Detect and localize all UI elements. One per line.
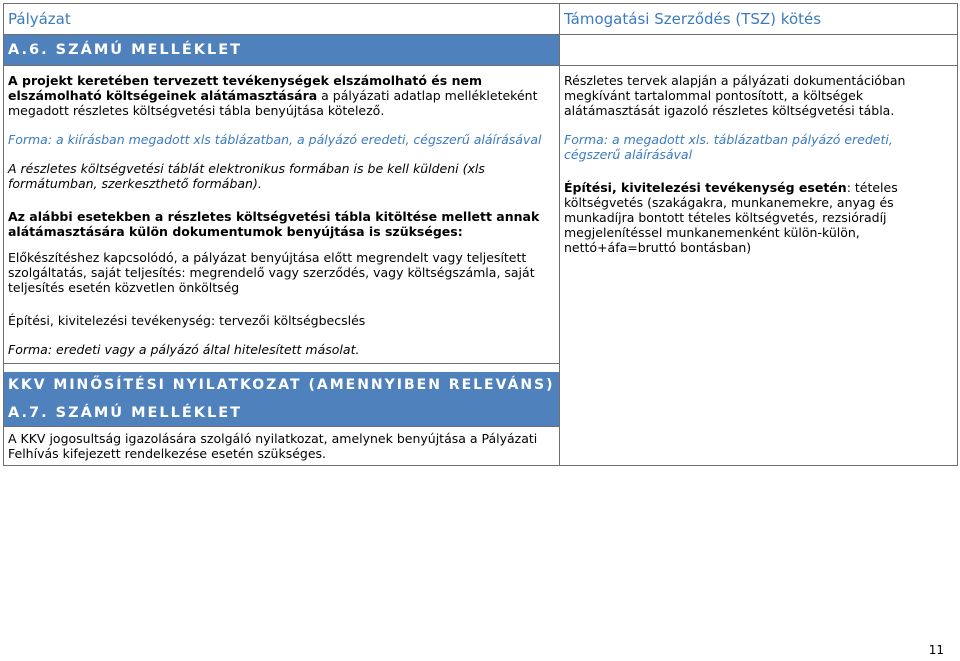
form-note-2: Forma: eredeti vagy a pályázó által hitelesített másolat. [8, 342, 360, 357]
document-table [3, 3, 958, 466]
build-paragraph: Építési, kivitelezési tevékenység: tervezői költségbecslés [8, 313, 366, 328]
right-column-content [560, 66, 958, 466]
annex-a7-title: A.7. SZÁMÚ MELLÉKLET [4, 398, 559, 426]
electronic-note: A részletes költségvetési táblát elektronikus formában is be kell küldeni (xls formátumban, szerkeszthető formában). [8, 161, 485, 191]
form-note-1: Forma: a kiírásban megadott xls táblázatban, a pályázó eredeti, cégszerű aláírásával [8, 132, 542, 147]
header-left: Pályázat [4, 4, 560, 35]
kkv-text: A KKV jogosultság igazolására szolgáló nyilatkozat, amelynek benyújtása a Pályázati Felhívás kifejezett rendelkezése esetén szükséges. [4, 426, 559, 465]
right-empty-cell [560, 35, 958, 66]
intro-bold-text: A projekt keretében tervezett tevékenységek elszámolható és nem elszámolható költségeinek alátámasztására [8, 73, 482, 103]
right-intro: Részletes tervek alapján a pályázati dokumentációban megkívánt tartalommal pontosított, a költségek alátámasztását igazoló részletes költségvetési tábla. [564, 73, 906, 118]
page-number: 11 [928, 643, 944, 657]
right-build-paragraph [564, 180, 953, 255]
kkv-title: KKV MINŐSÍTÉSI NYILATKOZAT (AMENNYIBEN RELEVÁNS) [4, 372, 559, 398]
right-build-rest: : tételes költségvetés (szakágakra, munkanemekre, anyag és munkadíjra bontott tételes költségvetés, rezsióradíj megjelenítéssel munkanemenként külön-külön, nettó+áfa=bruttó bontásban) [564, 180, 898, 255]
right-build-bold: Építési, kivitelezési tevékenység esetén [564, 180, 847, 195]
intro-rest-text: a pályázati adatlap mellékleteként megadott részletes költségvetési tábla benyújtása kötelező. [8, 88, 538, 118]
cases-heading: Az alábbi esetekben a részletes költségvetési tábla kitöltése mellett annak alátámasztására külön dokumentumok benyújtása is szükséges: [8, 209, 540, 239]
annex-a6-title: A.6. SZÁMÚ MELLÉKLET [4, 35, 560, 66]
header-right: Támogatási Szerződés (TSZ) kötés [560, 4, 958, 35]
prep-paragraph: Előkészítéshez kapcsolódó, a pályázat benyújtása előtt megrendelt vagy teljesített szolgáltatás, saját teljesítés: megrendelő vagy szerződés, vagy költségszámla, saját teljesítés esetén közvetlen önköltség [8, 250, 535, 295]
right-form-note: Forma: a megadott xls. táblázatban pályázó eredeti, cégszerű aláírásával [564, 132, 893, 162]
kkv-section [4, 364, 560, 466]
intro-paragraph [8, 73, 555, 118]
annex-a6-content [4, 66, 560, 364]
